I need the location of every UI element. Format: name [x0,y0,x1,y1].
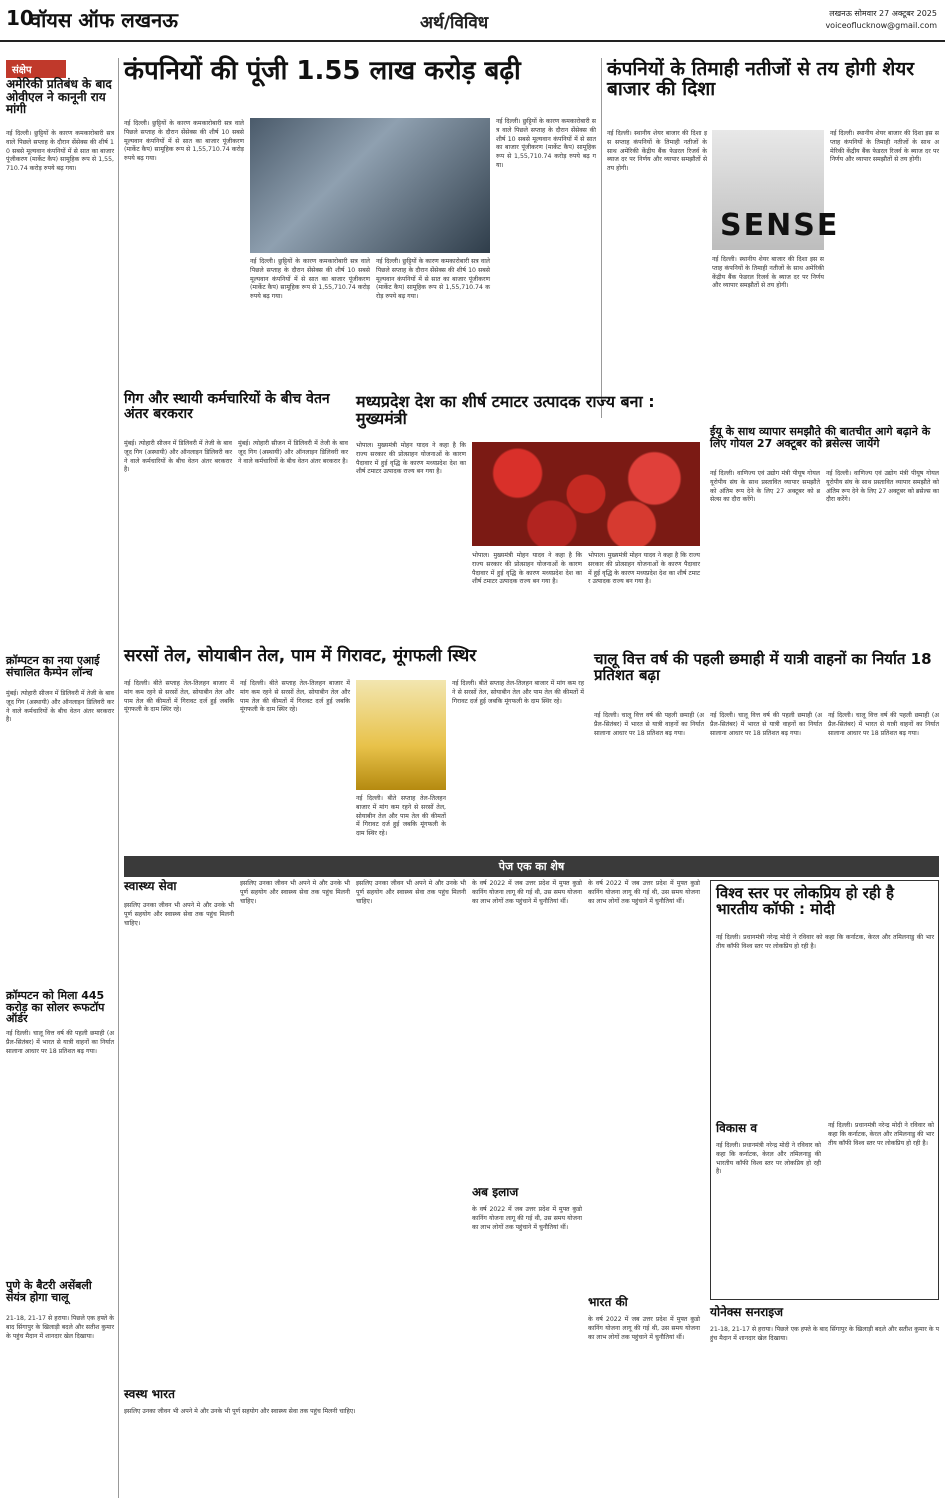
sense-word: SENSE [720,208,840,243]
story5-headline: ईयू के साथ व्यापार समझौते की बातचीत आगे बढ़ाने के लिए गोयल 27 अक्टूबर को ब्रसेल्स जायेंगे [710,425,931,450]
sidebar-headline-3: क्रॉम्पटन को मिला 445 करोड़ का सोलर रूफटॉप ऑर्डर [6,989,105,1026]
story1-body-col3: नई दिल्ली। छुट्टियों के कारण कमकारोबारी सत्र वाले पिछले सप्ताह के दौरान सेंसेक्स की शीर्ष 10 सबसे मूल्यवान कंपनियों में से सात का बाजार पूंजीकरण (मार्केट कैप) सामूहिक रूप से 1,55,710.74 करोड़ रुपये बढ़ गया। [376,258,490,301]
story9-body-col2: के वर्ष 2022 में जब उत्तर प्रदेश में मुफ्त कुडो कानिंग योजना लागू की गई थी, उस समय योजना का लाभ लोगों तक पहुंचाने में चुनौतियां थीं। [472,1206,582,1231]
column-divider [601,58,602,418]
story11-headline: विश्व स्तर पर लोकप्रिय हो रही है भारतीय कॉफी : मोदी [716,884,894,918]
continued-section-label: पेज एक का शेष [124,856,939,877]
story3-body-col1: मुंबई। त्योहारी सीजन में डिलिवरी में तेजी के बावजूद गिग (अस्थायी) और ऑनलाइन डिलिवरी करने वाले कर्मचारियों के बीच वेतन अंतर बरकरार है। [124,440,232,474]
story1-body-col1: नई दिल्ली। छुट्टियों के कारण कमकारोबारी सत्र वाले पिछले सप्ताह के दौरान सेंसेक्स की शीर्ष 10 सबसे मूल्यवान कंपनियों में से सात का बाजार पूंजीकरण (मार्केट कैप) सामूहिक रूप से 1,55,710.74 करोड़ रुपये बढ़ गया। [124,120,244,163]
newspaper-brand: वॉयस ऑफ लखनऊ [30,8,178,32]
story9-headline: अब इलाज [472,1185,519,1199]
story7-body-col2: नई दिल्ली। चालू वित्त वर्ष की पहली छमाही (अप्रैल-सितंबर) में भारत से यात्री वाहनों का निर्यात सालाना आधार पर 18 प्रतिशत बढ़ गया। [710,712,822,737]
story2-body-col1: नई दिल्ली। स्थानीय शेयर बाजार की दिशा इस सप्ताह कंपनियों के तिमाही नतीजों के साथ अमेरिकी केंद्रीय बैंक फेडरल रिजर्व के ब्याज दर पर निर्णय और व्यापार समझौतों से तय होगी। [607,130,707,173]
story3-headline: गिग और स्थायी कर्मचारियों के बीच वेतन अंतर बरकरार [124,391,330,422]
story13-headline: स्वस्थ भारत [124,1387,175,1401]
story8-body-col2: इसलिए उनका जीवन भी अपने मे और उनके भी पूर्ण सहयोग और स्वास्थ्य सेवा तक पहुंच मिलनी चाहिए। [240,880,350,905]
story9-body-col1: के वर्ष 2022 में जब उत्तर प्रदेश में मुफ्त कुडो कानिंग योजना लागू की गई थी, उस समय योजना का लाभ लोगों तक पहुंचाने में चुनौतियां थीं। [472,880,582,905]
story3-body-col2: मुंबई। त्योहारी सीजन में डिलिवरी में तेजी के बावजूद गिग (अस्थायी) और ऑनलाइन डिलिवरी करने वाले कर्मचारियों के बीच वेतन अंतर बरकरार है। [238,440,348,465]
section-title: अर्थ/विविध [420,13,489,33]
oil-bottles-photo [356,680,446,790]
sidebar-headline-2: क्रॉम्पटन का नया एआई संचालित कैम्पेन लॉन्च [6,654,100,679]
stock-exchange-photo [250,118,490,253]
story4-body-col3: भोपाल। मुख्यमंत्री मोहन यादव ने कहा है कि राज्य सरकार की प्रोत्साहन योजनाओं के कारण पैदावार में हुई वृद्धि के कारण मध्यप्रदेश देश का शीर्ष टमाटर उत्पादक राज्य बन गया है। [588,552,700,586]
sidebar-body-3: नई दिल्ली। चालू वित्त वर्ष की पहली छमाही (अप्रैल-सितंबर) में भारत से यात्री वाहनों का निर्यात सालाना आधार पर 18 प्रतिशत बढ़ गया। [6,1030,114,1055]
story2-headline: कंपनियों के तिमाही नतीजों से तय होगी शेयर बाजार की दिशा [607,58,915,100]
story4-body-col2: भोपाल। मुख्यमंत्री मोहन यादव ने कहा है कि राज्य सरकार की प्रोत्साहन योजनाओं के कारण पैदावार में हुई वृद्धि के कारण मध्यप्रदेश देश का शीर्ष टमाटर उत्पादक राज्य बन गया है। [472,552,582,586]
story12-headline: विकास व [716,1121,758,1135]
story7-body-col3: नई दिल्ली। चालू वित्त वर्ष की पहली छमाही (अप्रैल-सितंबर) में भारत से यात्री वाहनों का निर्यात सालाना आधार पर 18 प्रतिशत बढ़ गया। [828,712,939,737]
masthead [0,0,945,42]
story6-body-col3: नई दिल्ली। बीते सप्ताह तेल-तिलहन बाजार में मांग कम रहने से सरसों तेल, सोयाबीन तेल और पाम तेल की कीमतों में गिरावट दर्ज हुई जबकि मूंगफली के दाम स्थिर रहे। [356,795,446,838]
tomato-photo [472,442,700,546]
story4-headline: मध्यप्रदेश देश का शीर्ष टमाटर उत्पादक राज्य बना : मुख्यमंत्री [356,392,655,428]
story14-body: 21-18, 21-17 से हराया। पिछले एक हफ्ते के बाद सिंगापुर के खिलाड़ी बदले और सतीश कुमार के पहुंच मैदान में शानदार खेल दिखाया। [710,1326,939,1342]
story4-body-col1: भोपाल। मुख्यमंत्री मोहन यादव ने कहा है कि राज्य सरकार की प्रोत्साहन योजनाओं के कारण पैदावार में हुई वृद्धि के कारण मध्यप्रदेश देश का शीर्ष टमाटर उत्पादक राज्य बन गया है। [356,442,466,476]
site-email: voiceoflucknow@gmail.com [825,21,937,30]
story8-body-col3: इसलिए उनका जीवन भी अपने मे और उनके भी पूर्ण सहयोग और स्वास्थ्य सेवा तक पहुंच मिलनी चाहिए। [356,880,466,905]
story11-body: नई दिल्ली। प्रधानमंत्री नरेन्द्र मोदी ने रविवार को कहा कि कर्नाटक, केरल और तमिलनाडु की भारतीय कॉफी विश्व स्तर पर लोकप्रिय हो रही है। [716,934,934,950]
page-number: 10 [6,6,34,30]
story5-body-col1: नई दिल्ली। वाणिज्य एवं उद्योग मंत्री पीयूष गोयल यूरोपीय संघ के साथ प्रस्तावित व्यापार समझौते को अंतिम रूप देने के लिए 27 अक्टूबर को ब्रसेल्स का दौरा करेंगे। [710,470,820,504]
sidebar-divider [118,58,119,1498]
story14-headline: योनेक्स सनराइज [710,1305,784,1319]
story6-headline: सरसों तेल, सोयाबीन तेल, पाम में गिरावट, मूंगफली स्थिर [124,646,477,666]
story13-body: इसलिए उनका जीवन भी अपने मे और उनके भी पूर्ण सहयोग और स्वास्थ्य सेवा तक पहुंच मिलनी चाहिए। [124,1408,356,1415]
story10-body-col2: के वर्ष 2022 में जब उत्तर प्रदेश में मुफ्त कुडो कानिंग योजना लागू की गई थी, उस समय योजना का लाभ लोगों तक पहुंचाने में चुनौतियां थीं। [588,1316,700,1341]
story10-body-col1: के वर्ष 2022 में जब उत्तर प्रदेश में मुफ्त कुडो कानिंग योजना लागू की गई थी, उस समय योजना का लाभ लोगों तक पहुंचाने में चुनौतियां थीं। [588,880,700,905]
story6-body-col1: नई दिल्ली। बीते सप्ताह तेल-तिलहन बाजार में मांग कम रहने से सरसों तेल, सोयाबीन तेल और पाम तेल की कीमतों में गिरावट दर्ज हुई जबकि मूंगफली के दाम स्थिर रहे। [124,680,234,714]
story2-body-col3: नई दिल्ली। स्थानीय शेयर बाजार की दिशा इस सप्ताह कंपनियों के तिमाही नतीजों के साथ अमेरिकी केंद्रीय बैंक फेडरल रिजर्व के ब्याज दर पर निर्णय और व्यापार समझौतों से तय होगी। [830,130,939,164]
story10-headline: भारत की [588,1295,628,1309]
brief-band: संक्षेप [6,60,66,78]
sidebar-body-1: नई दिल्ली। छुट्टियों के कारण कमकारोबारी सत्र वाले पिछले सप्ताह के दौरान सेंसेक्स की शीर्ष 10 सबसे मूल्यवान कंपनियों में से सात का बाजार पूंजीकरण (मार्केट कैप) सामूहिक रूप से 1,55,710.74 करोड़ रुपये बढ़ गया। [6,130,114,173]
story7-body-col1: नई दिल्ली। चालू वित्त वर्ष की पहली छमाही (अप्रैल-सितंबर) में भारत से यात्री वाहनों का निर्यात सालाना आधार पर 18 प्रतिशत बढ़ गया। [594,712,704,737]
dateline [825,8,937,32]
issue-date: लखनऊ सोमवार 27 अक्टूबर 2025 [829,9,937,18]
story12-body-col2: नई दिल्ली। प्रधानमंत्री नरेन्द्र मोदी ने रविवार को कहा कि कर्नाटक, केरल और तमिलनाडु की भारतीय कॉफी विश्व स्तर पर लोकप्रिय हो रही है। [828,1122,934,1147]
story6-body-col2: नई दिल्ली। बीते सप्ताह तेल-तिलहन बाजार में मांग कम रहने से सरसों तेल, सोयाबीन तेल और पाम तेल की कीमतों में गिरावट दर्ज हुई जबकि मूंगफली के दाम स्थिर रहे। [240,680,350,714]
story5-body-col2: नई दिल्ली। वाणिज्य एवं उद्योग मंत्री पीयूष गोयल यूरोपीय संघ के साथ प्रस्तावित व्यापार समझौते को अंतिम रूप देने के लिए 27 अक्टूबर को ब्रसेल्स का दौरा करेंगे। [826,470,939,504]
story8-headline: स्वास्थ्य सेवा [124,879,177,893]
story1-body-col4: नई दिल्ली। छुट्टियों के कारण कमकारोबारी सत्र वाले पिछले सप्ताह के दौरान सेंसेक्स की शीर्ष 10 सबसे मूल्यवान कंपनियों में से सात का बाजार पूंजीकरण (मार्केट कैप) सामूहिक रूप से 1,55,710.74 करोड़ रुपये बढ़ गया। [496,118,596,169]
story1-headline: कंपनियों की पूंजी 1.55 लाख करोड़ बढ़ी [124,56,521,86]
sidebar-body-2: मुंबई। त्योहारी सीजन में डिलिवरी में तेजी के बावजूद गिग (अस्थायी) और ऑनलाइन डिलिवरी करने वाले कर्मचारियों के बीच वेतन अंतर बरकरार है। [6,690,114,724]
story6-body-col4: नई दिल्ली। बीते सप्ताह तेल-तिलहन बाजार में मांग कम रहने से सरसों तेल, सोयाबीन तेल और पाम तेल की कीमतों में गिरावट दर्ज हुई जबकि मूंगफली के दाम स्थिर रहे। [452,680,584,705]
sense-sign-photo [712,130,840,250]
story7-headline: चालू वित्त वर्ष की पहली छमाही में यात्री वाहनों का निर्यात 18 प्रतिशत बढ़ा [594,650,932,684]
sidebar-headline-4: पुणे के बैटरी असेंबली संयंत्र होगा चालू [6,1279,92,1304]
story8-body-col1: इसलिए उनका जीवन भी अपने मे और उनके भी पूर्ण सहयोग और स्वास्थ्य सेवा तक पहुंच मिलनी चाहिए। [124,902,234,927]
sidebar-body-4: 21-18, 21-17 से हराया। पिछले एक हफ्ते के बाद सिंगापुर के खिलाड़ी बदले और सतीश कुमार के पहुंच मैदान में शानदार खेल दिखाया। [6,1315,114,1340]
story2-body-col2: नई दिल्ली। स्थानीय शेयर बाजार की दिशा इस सप्ताह कंपनियों के तिमाही नतीजों के साथ अमेरिकी केंद्रीय बैंक फेडरल रिजर्व के ब्याज दर पर निर्णय और व्यापार समझौतों से तय होगी। [712,256,824,290]
story12-body-col1: नई दिल्ली। प्रधानमंत्री नरेन्द्र मोदी ने रविवार को कहा कि कर्नाटक, केरल और तमिलनाडु की भारतीय कॉफी विश्व स्तर पर लोकप्रिय हो रही है। [716,1142,821,1176]
sidebar-headline-1: अमेरिकी प्रतिबंध के बाद ओवीएल ने कानूनी राय मांगी [6,77,112,117]
story1-body-col2: नई दिल्ली। छुट्टियों के कारण कमकारोबारी सत्र वाले पिछले सप्ताह के दौरान सेंसेक्स की शीर्ष 10 सबसे मूल्यवान कंपनियों में से सात का बाजार पूंजीकरण (मार्केट कैप) सामूहिक रूप से 1,55,710.74 करोड़ रुपये बढ़ गया। [250,258,370,301]
